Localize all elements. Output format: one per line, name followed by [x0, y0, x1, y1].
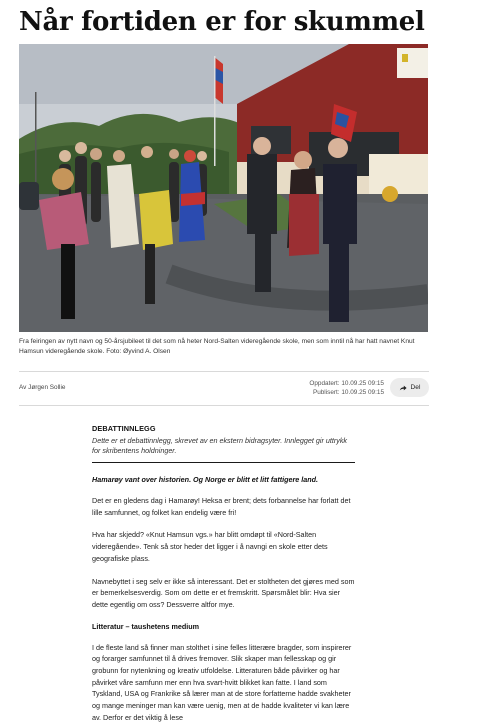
share-button[interactable]	[390, 378, 429, 397]
article-photo	[19, 44, 428, 332]
author-byline[interactable]: Av Jørgen Sollie	[19, 384, 66, 391]
article-kicker: DEBATTINNLEGG	[92, 424, 156, 433]
paragraph: I de fleste land så finner man stolthet i sine felles litterære bragder, som inspirerer og forarger samfunnet til å drives fremover. Slik skaper man fellesskap og gir grobunn for nytenkning og kreativ utfoldelse. Litteraturen både påvirker og har påvirket våre samfunn mer enn hva svart-hvitt blikket kan fatte. I land som Tyskland, USA og Frankrike så lærer man at de store forfatterne hadde svakheter og mange meninger man kan være uenig, men at de hadde kvaliteter vi kan lære av. Derfor er det viktig å lese	[92, 642, 352, 722]
paragraph: Navnebyttet i seg selv er ikke så interessant. Det er stoltheten det gjøres med som er bemerkelsesverdig. Som om dette er et fremskritt. Spørsmålet blir: Hva sier dette egentlig om oss? Dessverre altfor mye.	[92, 576, 355, 609]
updated-timestamp: Oppdatert: 10.09.25 09:15	[309, 380, 384, 387]
disclaimer-divider	[92, 462, 355, 463]
publish-dates	[296, 380, 384, 397]
paragraph: Hva har skjedd? «Knut Hamsun vgs.» har blitt omdøpt til «Nord-Salten videregående». Tenk så stor heder det ligger i å navngi en skole etter dets geografiske plass.	[92, 530, 328, 563]
caption-divider	[19, 371, 429, 372]
image-caption: Fra feiringen av nytt navn og 50-årsjubileet til det som nå heter Nord-Salten videregående skole, men som inntil nå har hatt navnet Knut Hamsun videregående skole. Foto: Øyvind A. Olsen	[19, 338, 415, 355]
article-lead: Hamarøy vant over historien. Og Norge er blitt et litt fattigere land.	[92, 475, 319, 484]
article-headline: Når fortiden er for skummel	[19, 7, 425, 37]
paragraph: Det er en gledens dag i Hamarøy! Heksa er brent; dets forbannelse har forlatt det lille samfunnet, og folket kan endelig være fri!	[92, 496, 351, 517]
meta-divider	[19, 405, 429, 406]
section-subheading: Litteratur – taushetens medium	[92, 621, 200, 631]
share-label: Del	[410, 384, 421, 391]
article-body	[92, 424, 355, 724]
share-arrow-icon	[399, 384, 407, 392]
opinion-disclaimer: Dette er et debattinnlegg, skrevet av en ekstern bidragsyter. Innlegget gir uttrykk for skribentens holdninger.	[92, 436, 348, 455]
published-timestamp: Publisert: 10.09.25 09:15	[312, 388, 384, 396]
